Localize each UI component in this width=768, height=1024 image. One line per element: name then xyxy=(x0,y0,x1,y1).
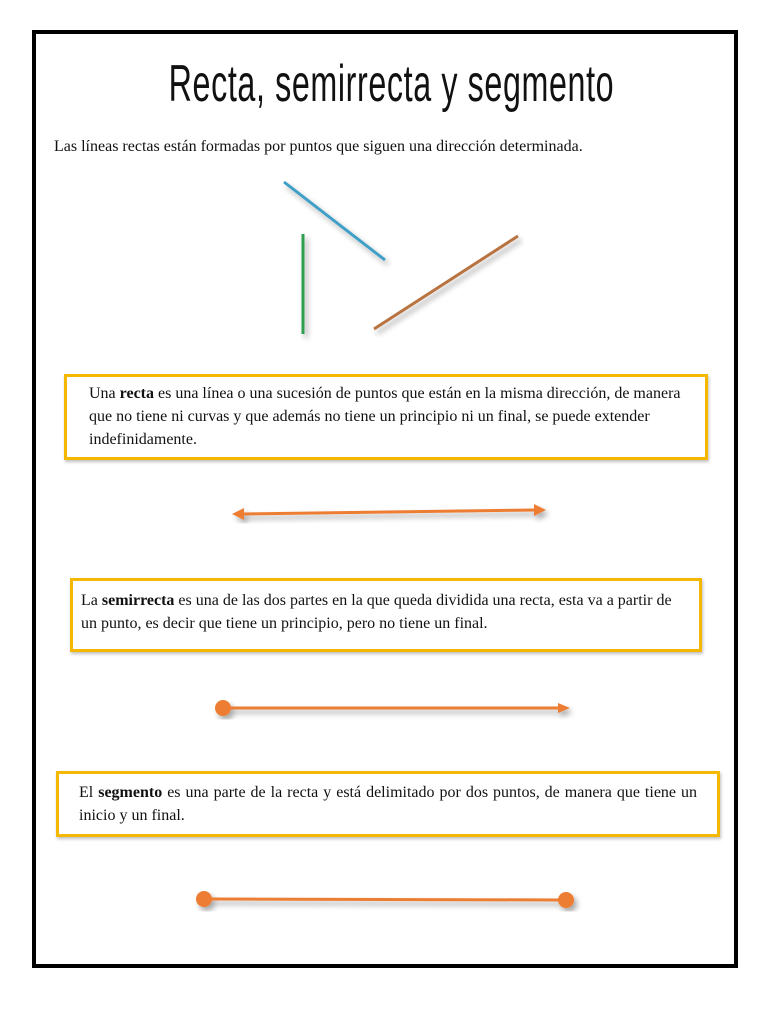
arrowhead-right xyxy=(534,504,546,516)
intro-text: Las líneas rectas están formadas por puntos que siguen una dirección determinada. xyxy=(54,138,583,155)
page-title: Recta, semirrecta y segmento xyxy=(168,55,615,113)
semirrecta-post: es una de las dos partes en la que queda dividida una recta, esta va a partir de un punto, es decir que tiene un principio, pero no tiene un final. xyxy=(81,592,672,632)
start-point xyxy=(196,891,212,907)
recta-post: es una línea o una sucesión de puntos que están en la misma dirección, de manera que no tiene ni curvas y que además no tiene un principio ni un final, se puede extender indefinidamente. xyxy=(89,385,681,448)
segmento-definition-box xyxy=(56,771,720,837)
semirrecta-ray xyxy=(215,700,570,716)
arrowhead-right xyxy=(558,703,570,713)
recta-pre: Una xyxy=(89,385,120,402)
end-point xyxy=(558,892,574,908)
arrowhead-left xyxy=(232,508,244,520)
recta-definition-box xyxy=(64,374,708,460)
segmento-post: es una parte de la recta y está delimitado por dos puntos, de manera que tiene un inicio y un final. xyxy=(79,784,698,824)
segmento-pre: El xyxy=(79,784,99,801)
start-point xyxy=(215,700,231,716)
recta-term: recta xyxy=(119,385,154,402)
segmento-term: segmento xyxy=(98,784,163,801)
brown-line xyxy=(374,236,518,329)
line-samples xyxy=(284,182,518,334)
semirrecta-term: semirrecta xyxy=(101,592,175,609)
semirrecta-definition-box xyxy=(70,578,702,652)
page-frame xyxy=(32,30,738,968)
blue-line xyxy=(284,182,385,260)
recta-double-arrow xyxy=(232,504,546,520)
semirrecta-pre: La xyxy=(81,592,102,609)
segmento-two-points xyxy=(196,891,574,908)
